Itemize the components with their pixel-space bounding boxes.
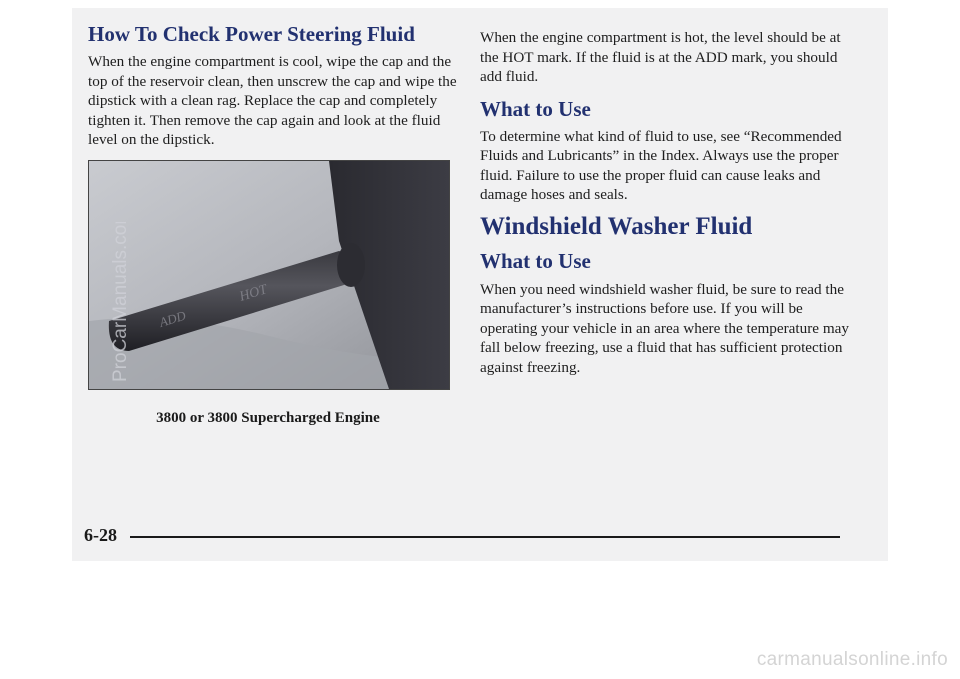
right-column <box>480 28 860 377</box>
washer-fluid-paragraph: When you need windshield washer fluid, be sure to read the manufacturer’s instructions before use. If you will be operating your vehicle in an area where the temperature may fall below freezing, use a fluid that has sufficient protection against freezing. <box>480 280 849 376</box>
section-heading-power-steering: How To Check Power Steering Fluid <box>88 22 415 46</box>
bottom-watermark: carmanualsonline.info <box>756 649 948 670</box>
footer-rule <box>130 536 840 538</box>
photo-caption: 3800 or 3800 Supercharged Engine <box>156 410 380 426</box>
side-watermark <box>96 222 136 382</box>
power-steering-instructions: When the engine compartment is cool, wipe the cap and the top of the reservoir clean, then unscrew the cap and wipe the dipstick with a clean rag. Replace the cap and completely tighten it. Then remove the cap again and look at the fluid level on the dipstick. <box>88 53 457 149</box>
dipstick-photo <box>88 160 450 390</box>
side-watermark-text: ProCarManuals.com <box>110 222 131 382</box>
dipstick-mark-add: ADD <box>157 307 188 330</box>
section-heading-washer-fluid: Windshield Washer Fluid <box>480 212 753 240</box>
hot-level-paragraph: When the engine compartment is hot, the level should be at the HOT mark. If the fluid is at the ADD mark, you should add fluid. <box>480 29 841 85</box>
dipstick-mark-hot: HOT <box>237 282 269 305</box>
subheading-what-to-use-power-steering: What to Use <box>480 96 591 121</box>
subheading-what-to-use-washer: What to Use <box>480 249 591 274</box>
left-column <box>88 22 458 150</box>
page-number: 6-28 <box>84 525 117 545</box>
fluid-type-paragraph: To determine what kind of fluid to use, see “Recommended Fluids and Lubricants” in the Index. Always use the proper fluid. Failure to use the proper fluid can cause leaks and damage hoses and seals. <box>480 127 842 204</box>
manual-page <box>72 8 888 561</box>
